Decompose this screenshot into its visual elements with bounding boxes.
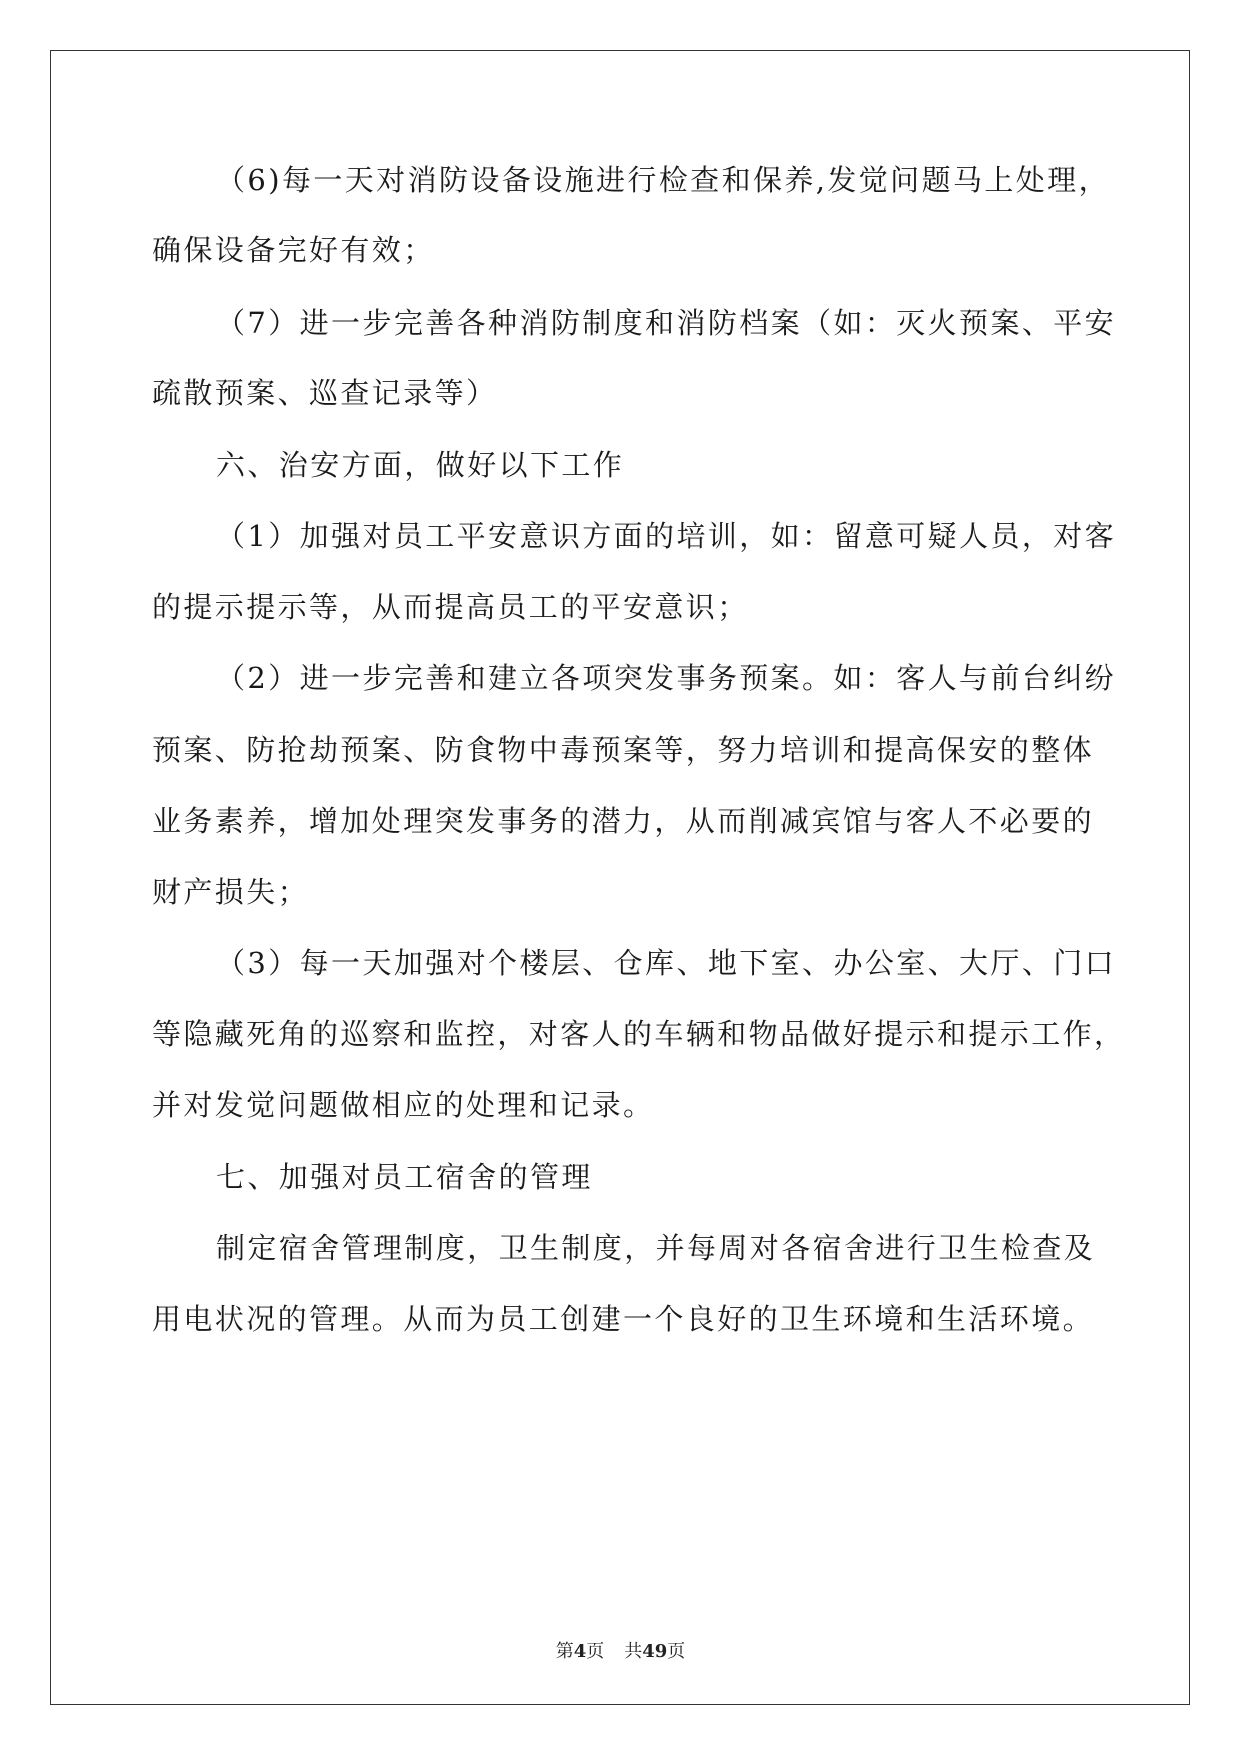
paragraph-line: （3）每一天加强对个楼层、仓库、地下室、办公室、大厅、门口 (216, 946, 1117, 980)
paragraph-line: 等隐藏死角的巡察和监控，对客人的车辆和物品做好提示和提示工作， (152, 1017, 1126, 1051)
page-footer (0, 1640, 1241, 1664)
paragraph-line: 预案、防抢劫预案、防食物中毒预案等，努力培训和提高保安的整体 (152, 733, 1095, 767)
paragraph-line: 的提示提示等，从而提高员工的平安意识； (152, 590, 749, 624)
paragraph-line: 财产损失； (152, 875, 310, 909)
paragraph-line: 用电状况的管理。从而为员工创建一个良好的卫生环境和生活环境。 (152, 1302, 1095, 1336)
paragraph-line: 业务素养，增加处理突发事务的潜力，从而削减宾馆与客人不必要的 (152, 804, 1095, 838)
paragraph-line: （2）进一步完善和建立各项突发事务预案。如：客人与前台纠纷 (216, 661, 1117, 695)
paragraph-line: （7）进一步完善各种消防制度和消防档案（如：灭火预案、平安 (216, 306, 1117, 340)
paragraph-line: 确保设备完好有效； (152, 233, 435, 267)
total-pages: 49 (642, 1641, 668, 1662)
paragraph-line: 疏散预案、巡查记录等） (152, 376, 498, 410)
paragraph-line: （6)每一天对消防设备设施进行检查和保养,发觉问题马上处理， (216, 163, 1110, 197)
paragraph-line: （1）加强对员工平安意识方面的培训，如：留意可疑人员，对客 (216, 519, 1117, 553)
paragraph-line: 制定宿舍管理制度，卫生制度，并每周对各宿舍进行卫生检查及 (216, 1231, 1096, 1265)
paragraph-line: 并对发觉问题做相应的处理和记录。 (152, 1088, 655, 1122)
page-prefix: 第 (555, 1641, 574, 1662)
section-heading: 七、加强对员工宿舍的管理 (216, 1160, 593, 1194)
page-number: 4 (573, 1641, 587, 1662)
section-heading: 六、治安方面，做好以下工作 (216, 448, 625, 482)
total-suffix: 页 (667, 1641, 686, 1662)
page-suffix: 页 (586, 1641, 605, 1662)
total-prefix: 共 (624, 1641, 643, 1662)
